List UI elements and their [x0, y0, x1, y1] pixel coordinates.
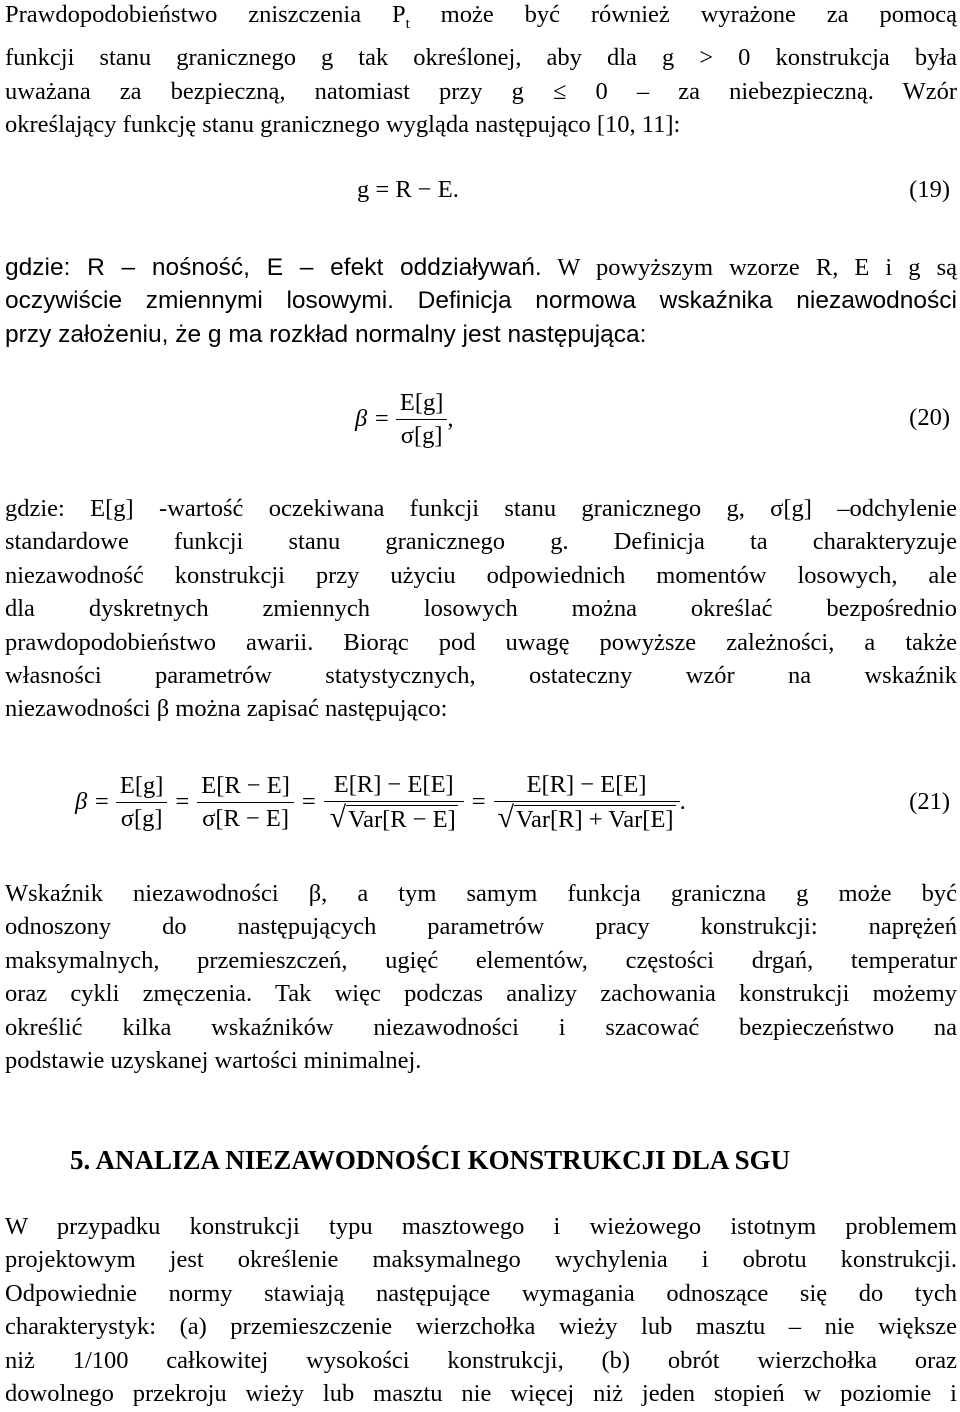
paragraph-line: charakterystyk: (a) przemieszczenie wierzchołka wieży lub masztu – nie większe [5, 1313, 957, 1341]
paragraph-line: własności parametrów statystycznych, ostateczny wzór na wskaźnik [5, 662, 957, 690]
paragraph-line: niezawodność konstrukcji przy użyciu odpowiednich momentów losowych, ale [5, 561, 957, 589]
sqrt-icon: √ [497, 800, 514, 834]
paragraph-line: Odpowiednie normy stawiają następujące wymagania odnoszące się do tych [5, 1279, 957, 1307]
paragraph-line: Wskaźnik niezawodności β, a tym samym funkcja graniczna g może być [5, 880, 957, 907]
paragraph-line: maksymalnych, przemieszczeń, ugięć elementów, częstości drgań, temperatur [5, 946, 957, 974]
equation-20 [0, 382, 960, 462]
equation-number: (21) [909, 788, 950, 815]
paragraph-line: gdzie: R – nośność, E – efekt oddziaływań. W powyższym wzorze R, E i g są [5, 254, 957, 281]
numerator: E[R] − E[E] [494, 769, 680, 802]
equation-number: (19) [909, 176, 950, 203]
equation-19 [0, 176, 960, 216]
paragraph-4 [5, 877, 957, 1077]
fraction-1 [116, 770, 168, 835]
denominator: √Var[R] + Var[E] [497, 800, 674, 834]
paragraph-line: określający funkcję stanu granicznego wygląda następująco [10, 11]: [5, 111, 681, 139]
paragraph-3 [5, 492, 957, 726]
numerator: E[g] [396, 387, 448, 420]
fraction-4 [494, 769, 680, 836]
denominator: σ[g] [400, 421, 443, 449]
numerator: E[R − E] [197, 770, 294, 803]
paragraph-line: Prawdopodobieństwo zniszczenia $P_t$ może być również wyrażone za pomocą [5, 1, 957, 32]
denominator: σ[R − E] [202, 804, 290, 832]
equation-number: (20) [909, 404, 950, 431]
fraction-2 [197, 770, 294, 835]
fraction [396, 387, 448, 452]
paragraph-line: oczywiście zmiennymi losowymi. Definicja normowa wskaźnika niezawodności [5, 287, 958, 315]
paragraph-line: przy założeniu, że g ma rozkład normalny jest następująca: [5, 320, 647, 348]
equation-21 [0, 762, 960, 852]
paragraph-line: standardowe funkcji stanu granicznego g. Definicja ta charakteryzuje [5, 528, 957, 556]
paragraph-line: podstawie uzyskanej wartości minimalnej. [5, 1047, 422, 1075]
paragraph-line: funkcji stanu granicznego g tak określonej, aby dla g > 0 konstrukcja była [5, 44, 957, 72]
equation-punct: . [679, 788, 686, 815]
paragraph-line: odnoszony do następujących parametrów pracy konstrukcji: naprężeń [5, 913, 957, 941]
equals-sign: = [301, 788, 316, 815]
fraction-3 [324, 769, 464, 836]
equation-formula: g = R − E. [357, 176, 459, 203]
paragraph-line: oraz cykli zmęczenia. Tak więc podczas analizy zachowania konstrukcji możemy [5, 980, 957, 1008]
denominator: √Var[R − E] [329, 800, 456, 834]
equals-sign: = [175, 788, 190, 815]
subscript-t: t [405, 15, 410, 32]
paragraph-1 [5, 0, 957, 142]
section-heading: 5. ANALIZA NIEZAWODNOŚCI KONSTRUKCJI DLA SGU [70, 1145, 791, 1175]
paragraph-line: określić kilka wskaźników niezawodności i szacować bezpieczeństwo na [5, 1013, 957, 1041]
equation-punct: , [447, 405, 454, 432]
paragraph-5 [5, 1210, 957, 1410]
paragraph-line: projektowym jest określenie maksymalnego wychylenia i obrotu konstrukcji. [5, 1246, 957, 1274]
paragraph-line: niezawodności β można zapisać następująco: [5, 695, 448, 723]
numerator: E[g] [116, 770, 168, 803]
denominator: σ[g] [120, 804, 163, 832]
paragraph-line: dowolnego przekroju wieży lub masztu nie więcej niż jeden stopień w poziomie i [5, 1380, 957, 1408]
paragraph-2 [5, 251, 957, 351]
paragraph-line: prawdopodobieństwo awarii. Biorąc pod uwagę powyższe zależności, a także [5, 628, 957, 656]
numerator: E[R] − E[E] [324, 769, 464, 802]
paragraph-line: dla dyskretnych zmiennych losowych można określać bezpośrednio [5, 595, 957, 623]
equation-lhs: β = [355, 405, 390, 432]
paragraph-line: niż 1/100 całkowitej wysokości konstrukcji, (b) obrót wierzchołka oraz [5, 1346, 957, 1374]
sqrt-icon: √ [329, 800, 347, 834]
paragraph-line: W przypadku konstrukcji typu masztowego i wieżowego istotnym problemem [5, 1213, 957, 1240]
equals-sign: = [471, 788, 486, 815]
equation-lhs: β = [75, 788, 110, 815]
paragraph-line: uważana za bezpieczną, natomiast przy g ≤ 0 – za niebezpieczną. Wzór [5, 77, 957, 105]
paragraph-line: gdzie: E[g] -wartość oczekiwana funkcji stanu granicznego g, σ[g] –odchylenie [5, 495, 957, 522]
